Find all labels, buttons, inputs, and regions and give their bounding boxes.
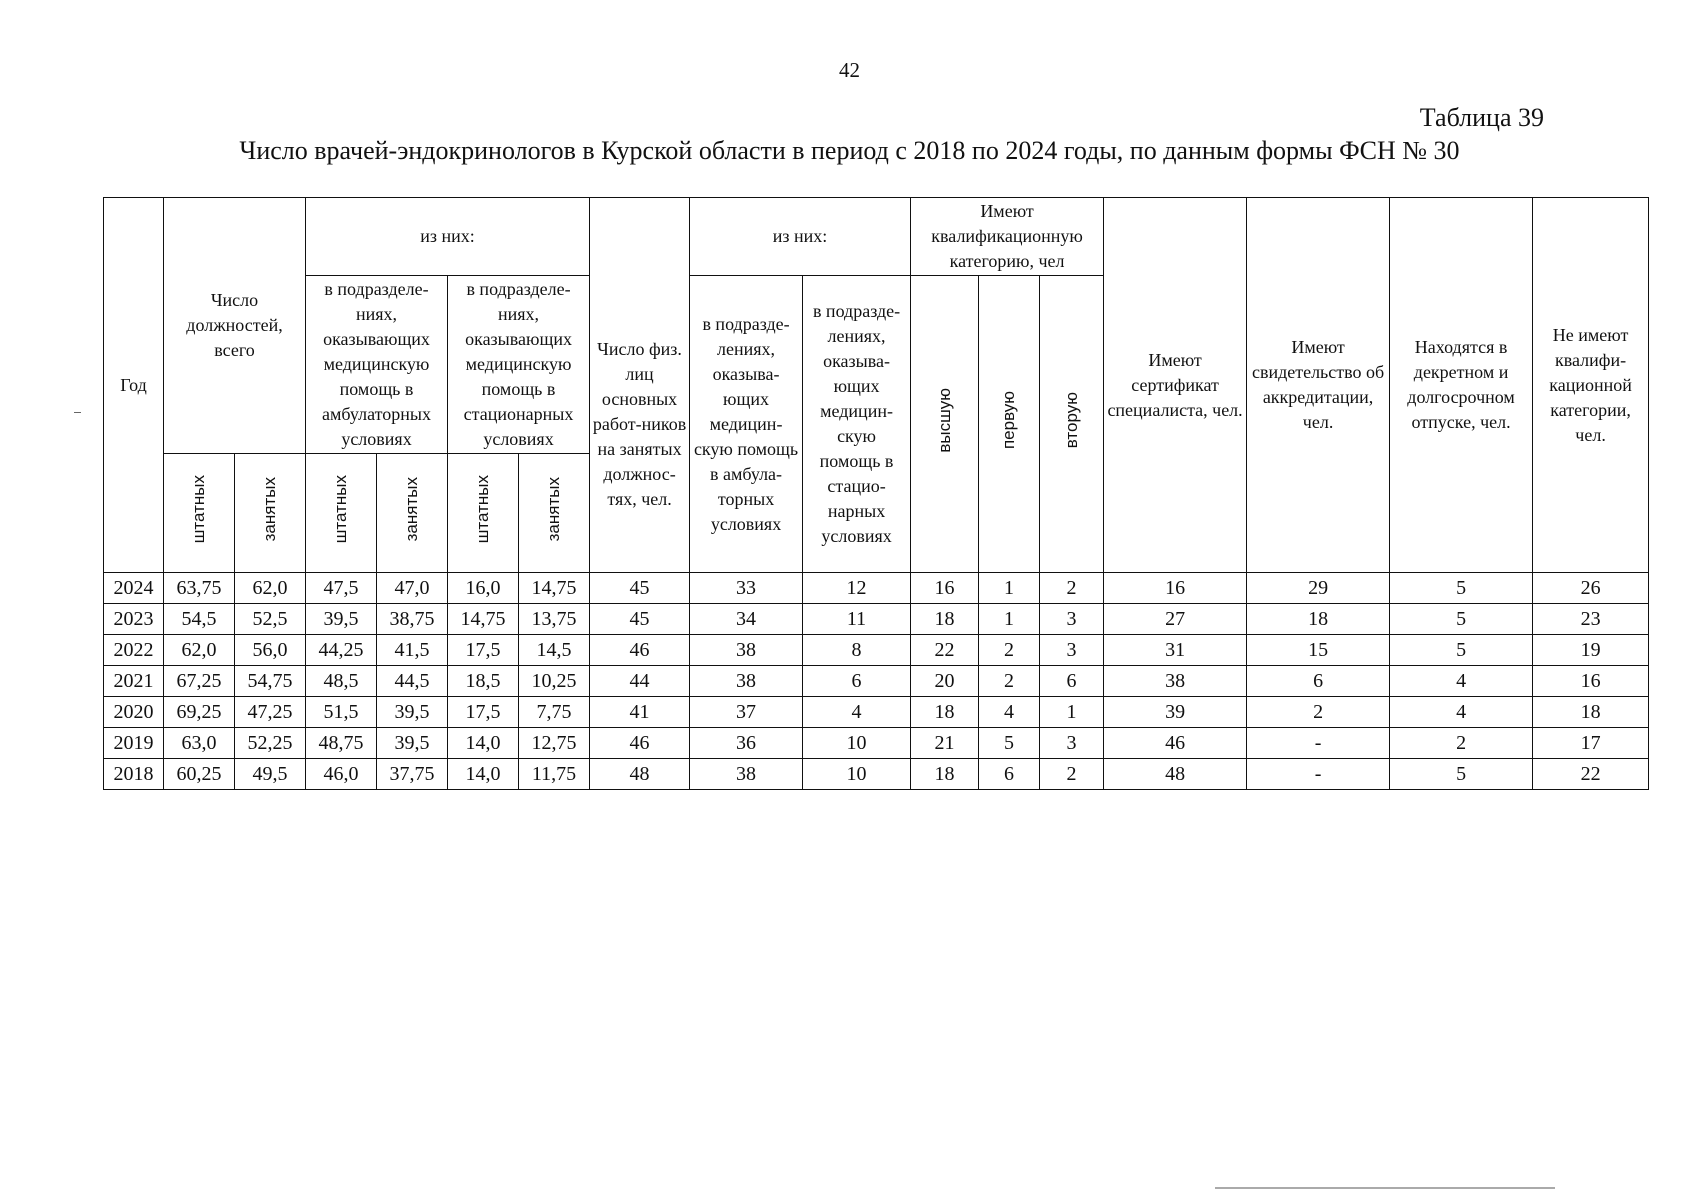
table-cell: 67,25 [164, 666, 235, 697]
ambulatory-staff-label: штатных [331, 475, 351, 544]
table-cell: 10,25 [519, 666, 590, 697]
header-inpatient-staff [448, 454, 519, 573]
table-cell: 2 [1390, 728, 1533, 759]
table-cell: 8 [803, 635, 911, 666]
table-cell: 45 [590, 604, 690, 635]
table-cell: 36 [690, 728, 803, 759]
table-cell: 52,25 [235, 728, 306, 759]
category-first-label: первую [999, 391, 1019, 450]
table-cell: 63,75 [164, 573, 235, 604]
header-category-first [979, 276, 1040, 573]
table-cell: 16 [1533, 666, 1649, 697]
category-highest-label: высшую [934, 388, 954, 453]
table-cell: 14,0 [448, 759, 519, 790]
table-cell: 14,75 [448, 604, 519, 635]
table-cell: 45 [590, 573, 690, 604]
table-cell: 12,75 [519, 728, 590, 759]
table-cell: - [1247, 728, 1390, 759]
header-category-highest [911, 276, 979, 573]
table-cell: 46,0 [306, 759, 377, 790]
margin-mark [74, 412, 81, 413]
table-cell: 12 [803, 573, 911, 604]
table-cell: 56,0 [235, 635, 306, 666]
table-cell: 33 [690, 573, 803, 604]
table-cell: 11 [803, 604, 911, 635]
table-cell: 29 [1247, 573, 1390, 604]
table-cell: 49,5 [235, 759, 306, 790]
table-row [104, 573, 1649, 604]
table-row [104, 666, 1649, 697]
table-cell: 2024 [104, 573, 164, 604]
table-cell: 13,75 [519, 604, 590, 635]
header-physical-persons: Число физ. лиц основных работ-ников на занятых должнос-тях, чел. [590, 198, 690, 573]
table-cell: 46 [590, 635, 690, 666]
table-cell: 2 [979, 635, 1040, 666]
table-cell: 4 [979, 697, 1040, 728]
table-cell: 2020 [104, 697, 164, 728]
table-cell: 18 [911, 604, 979, 635]
table-cell: 3 [1040, 635, 1104, 666]
table-cell: 6 [979, 759, 1040, 790]
header-persons-inpatient: в подразде-лениях, оказыва-ющих медицин-скую помощь в стацио-нарных условиях [803, 276, 911, 573]
header-total-occupied [235, 454, 306, 573]
table-cell: 2 [979, 666, 1040, 697]
header-accreditation: Имеют свидетельство об аккредитации, чел. [1247, 198, 1390, 573]
header-no-category: Не имеют квалифи-кационной категории, чел. [1533, 198, 1649, 573]
table-cell: 1 [979, 604, 1040, 635]
table-cell: 15 [1247, 635, 1390, 666]
table-cell: 5 [1390, 635, 1533, 666]
table-cell: 54,75 [235, 666, 306, 697]
table-cell: 60,25 [164, 759, 235, 790]
table-cell: 54,5 [164, 604, 235, 635]
header-of-them-persons: из них: [690, 198, 911, 276]
table-cell: 44 [590, 666, 690, 697]
table-cell: 31 [1104, 635, 1247, 666]
table-cell: 47,0 [377, 573, 448, 604]
table-cell: 41,5 [377, 635, 448, 666]
table-cell: 47,25 [235, 697, 306, 728]
table-cell: 2022 [104, 635, 164, 666]
table-cell: 37 [690, 697, 803, 728]
table-cell: 38,75 [377, 604, 448, 635]
table-cell: 2023 [104, 604, 164, 635]
table-cell: 2019 [104, 728, 164, 759]
table-cell: 5 [979, 728, 1040, 759]
table-cell: 16,0 [448, 573, 519, 604]
header-year: Год [104, 198, 164, 573]
table-cell: 18 [1533, 697, 1649, 728]
table-cell: 7,75 [519, 697, 590, 728]
table-title: Число врачей-эндокринологов в Курской области в период с 2018 по 2024 годы, по данным формы ФСН № 30 [239, 136, 1460, 165]
header-category-second [1040, 276, 1104, 573]
table-cell: 10 [803, 728, 911, 759]
table-cell: 23 [1533, 604, 1649, 635]
table-cell: 2 [1040, 759, 1104, 790]
header-leave: Находятся в декретном и долгосрочном отпуске, чел. [1390, 198, 1533, 573]
table-cell: 4 [803, 697, 911, 728]
table-cell: 18,5 [448, 666, 519, 697]
table-cell: 3 [1040, 604, 1104, 635]
table-cell: 69,25 [164, 697, 235, 728]
table-cell: 14,0 [448, 728, 519, 759]
table-cell: 17,5 [448, 635, 519, 666]
table-row [104, 635, 1649, 666]
table-cell: 37,75 [377, 759, 448, 790]
table-cell: 18 [911, 697, 979, 728]
header-persons-ambulatory: в подразде-лениях, оказыва-ющих медицин-скую помощь в амбула-торных условиях [690, 276, 803, 573]
table-cell: 48,75 [306, 728, 377, 759]
table-cell: 27 [1104, 604, 1247, 635]
table-cell: 44,25 [306, 635, 377, 666]
table-cell: 17 [1533, 728, 1649, 759]
table-cell: 6 [803, 666, 911, 697]
table-cell: 39,5 [377, 697, 448, 728]
table-cell: 26 [1533, 573, 1649, 604]
table-cell: 52,5 [235, 604, 306, 635]
table-cell: 62,0 [235, 573, 306, 604]
table-row [104, 697, 1649, 728]
table-cell: 46 [1104, 728, 1247, 759]
table-cell: 39 [1104, 697, 1247, 728]
table-cell: 5 [1390, 759, 1533, 790]
table-cell: 47,5 [306, 573, 377, 604]
header-positions-total: Число должностей, всего [164, 198, 306, 454]
table-row [104, 604, 1649, 635]
page-number: 42 [839, 58, 860, 82]
table-cell: 16 [1104, 573, 1247, 604]
ambulatory-occupied-label: занятых [402, 477, 422, 542]
header-ambulatory-occupied [377, 454, 448, 573]
table-cell: 4 [1390, 697, 1533, 728]
table-cell: 39,5 [377, 728, 448, 759]
header-inpatient-units: в подразделе-ниях, оказывающих медицинскую помощь в стационарных условиях [448, 276, 590, 454]
table-row [104, 759, 1649, 790]
table-cell: 39,5 [306, 604, 377, 635]
header-ambulatory-staff [306, 454, 377, 573]
table-cell: 10 [803, 759, 911, 790]
table-cell: 1 [979, 573, 1040, 604]
scan-edge-line [1215, 1187, 1555, 1189]
endocrinologists-table [103, 197, 1649, 790]
table-cell: 38 [690, 635, 803, 666]
table-cell: 20 [911, 666, 979, 697]
table-cell: 6 [1247, 666, 1390, 697]
header-inpatient-occupied [519, 454, 590, 573]
table-cell: 38 [1104, 666, 1247, 697]
total-occupied-label: занятых [260, 477, 279, 542]
table-label: Таблица 39 [1419, 103, 1544, 132]
table-cell: 22 [1533, 759, 1649, 790]
header-qualification-category: Имеют квалификационную категорию, чел [911, 198, 1104, 276]
table-cell: 48,5 [306, 666, 377, 697]
table-cell: 3 [1040, 728, 1104, 759]
table-cell: 1 [1040, 697, 1104, 728]
table-cell: 22 [911, 635, 979, 666]
header-of-them-positions: из них: [306, 198, 590, 276]
table-cell: 34 [690, 604, 803, 635]
table-cell: 17,5 [448, 697, 519, 728]
table-cell: 63,0 [164, 728, 235, 759]
table-cell: 2 [1247, 697, 1390, 728]
table-row [104, 728, 1649, 759]
table-cell: 38 [690, 666, 803, 697]
table-cell: 18 [911, 759, 979, 790]
table-cell: 19 [1533, 635, 1649, 666]
inpatient-occupied-label: занятых [544, 477, 564, 542]
table-cell: 62,0 [164, 635, 235, 666]
table-cell: 5 [1390, 573, 1533, 604]
table-cell: 21 [911, 728, 979, 759]
table-cell: 2 [1040, 573, 1104, 604]
total-staff-label: штатных [189, 475, 208, 544]
table-cell: 48 [1104, 759, 1247, 790]
table-cell: 38 [690, 759, 803, 790]
table-cell: 48 [590, 759, 690, 790]
table-cell: 41 [590, 697, 690, 728]
inpatient-staff-label: штатных [473, 475, 493, 544]
category-second-label: вторую [1061, 392, 1081, 449]
table-cell: 5 [1390, 604, 1533, 635]
table-cell: 16 [911, 573, 979, 604]
header-total-staff [164, 454, 235, 573]
table-cell: 14,75 [519, 573, 590, 604]
header-certificate: Имеют сертификат специалиста, чел. [1104, 198, 1247, 573]
table-cell: 11,75 [519, 759, 590, 790]
table-cell: 4 [1390, 666, 1533, 697]
table-cell: - [1247, 759, 1390, 790]
table-cell: 6 [1040, 666, 1104, 697]
table-cell: 2021 [104, 666, 164, 697]
table-cell: 51,5 [306, 697, 377, 728]
table-cell: 14,5 [519, 635, 590, 666]
header-ambulatory-units: в подразделе-ниях, оказывающих медицинскую помощь в амбулаторных условиях [306, 276, 448, 454]
table-cell: 46 [590, 728, 690, 759]
table-cell: 2018 [104, 759, 164, 790]
table-cell: 18 [1247, 604, 1390, 635]
table-cell: 44,5 [377, 666, 448, 697]
